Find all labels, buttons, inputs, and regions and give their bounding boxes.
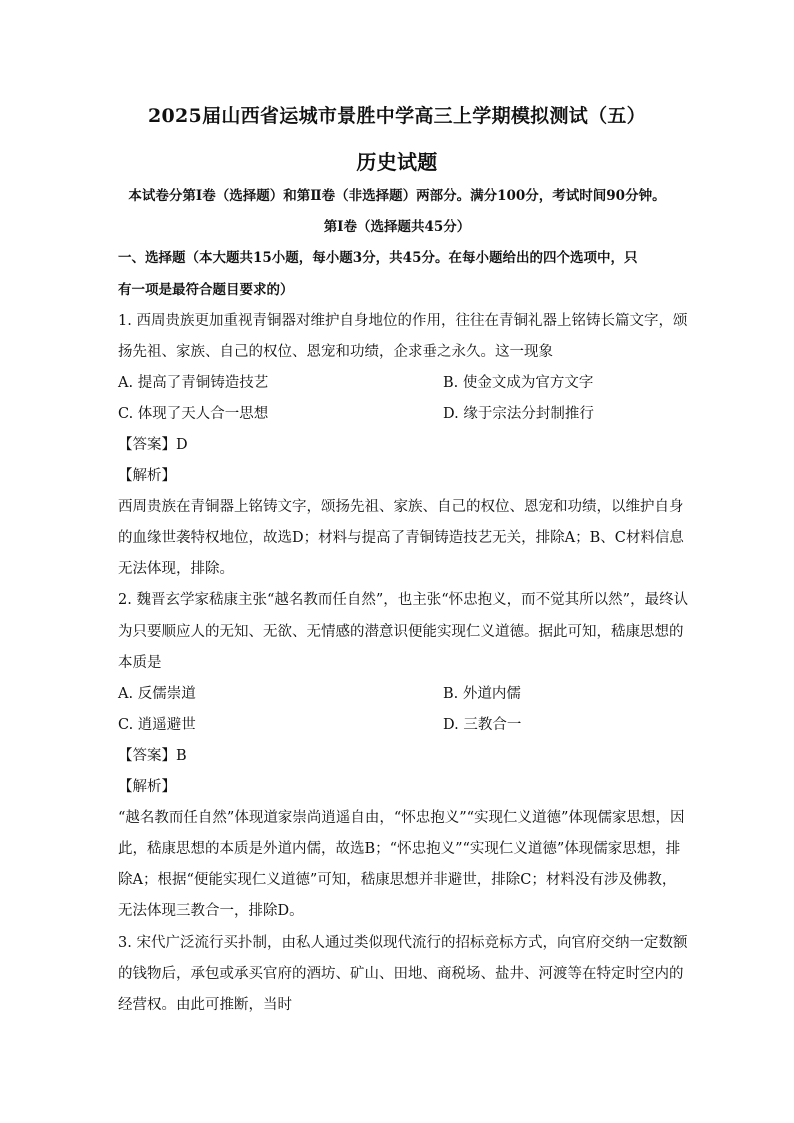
instruction-line-2: 有一项是最符合题目要求的）	[118, 282, 294, 298]
question-1-analysis-label: 【解析】	[118, 468, 176, 484]
question-2-analysis-line-3: 除A；根据“便能实现仁义道德”可知，嵇康思想并非避世，排除C；材料没有涉及佛教，	[118, 872, 677, 888]
question-2-analysis-line-4: 无法体现三教合一，排除D。	[118, 903, 304, 919]
question-2-option-c: C. 逍遥避世	[118, 717, 196, 733]
question-3-stem-line-1: 3. 宋代广泛流行买扑制，由私人通过类似现代流行的招标竞标方式，向官府交纳一定数额	[118, 935, 688, 951]
question-2-analysis-label: 【解析】	[118, 779, 176, 795]
question-1-option-a: A. 提高了青铜铸造技艺	[118, 375, 269, 391]
question-1-analysis-line-1: 西周贵族在青铜器上铭铸文字，颂扬先祖、家族、自己的权位、恩宠和功绩，以维护自身	[118, 499, 684, 515]
question-2-analysis-line-2: 此，嵇康思想的本质是外道内儒，故选B；“怀忠抱义”“实现仁义道德”体现儒家思想，排	[118, 841, 681, 857]
question-2-option-b: B. 外道内儒	[443, 686, 521, 702]
question-1-option-d: D. 缘于宗法分封制推行	[443, 406, 594, 422]
document-subtitle: 历史试题	[356, 150, 438, 174]
question-2-stem-line-1: 2. 魏晋玄学家嵇康主张“越名教而任自然”，也主张“怀忠抱义，而不觉其所以然”，最终认	[118, 592, 689, 608]
question-2-option-d: D. 三教合一	[443, 717, 522, 733]
question-2-analysis-line-1: “越名教而任自然”体现道家崇尚逍遥自由，“怀忠抱义”“实现仁义道德”体现儒家思想，因	[118, 810, 685, 826]
question-1-option-c: C. 体现了天人合一思想	[118, 406, 269, 422]
section-heading: 第Ⅰ卷（选择题共45分）	[323, 219, 471, 235]
question-1-stem-line-2: 扬先祖、家族、自己的权位、恩宠和功绩，企求垂之永久。这一现象	[118, 344, 553, 360]
question-1-analysis-line-2: 的血缘世袭特权地位，故选D；材料与提高了青铜铸造技艺无关，排除A；B、C材料信息	[118, 530, 684, 546]
instruction-line-1: 一、选择题（本大题共15小题，每小题3分，共45分。在每小题给出的四个选项中，只	[118, 250, 638, 266]
question-3-stem-line-2: 的钱物后，承包或承买官府的酒坊、矿山、田地、商税场、盐井、河渡等在特定时空内的	[118, 966, 684, 982]
question-2-stem-line-2: 为只要顺应人的无知、无欲、无情感的潜意识便能实现仁义道德。据此可知，嵇康思想的	[118, 624, 684, 640]
question-1-option-b: B. 使金文成为官方文字	[443, 375, 594, 391]
question-2-option-a: A. 反儒崇道	[118, 686, 196, 702]
question-3-stem-line-3: 经营权。由此可推断，当时	[118, 997, 292, 1013]
exam-note: 本试卷分第Ⅰ卷（选择题）和第Ⅱ卷（非选择题）两部分。满分100分，考试时间90分钟。	[128, 188, 666, 204]
question-1-answer: 【答案】D	[118, 437, 188, 453]
document-title: 2025届山西省运城市景胜中学高三上学期模拟测试（五）	[148, 105, 646, 127]
question-1-analysis-line-3: 无法体现，排除。	[118, 561, 234, 577]
question-1-stem-line-1: 1. 西周贵族更加重视青铜器对维护自身地位的作用，往往在青铜礼器上铭铸长篇文字，颂	[118, 313, 688, 329]
question-2-answer: 【答案】B	[118, 748, 187, 764]
question-2-stem-line-3: 本质是	[118, 655, 162, 671]
